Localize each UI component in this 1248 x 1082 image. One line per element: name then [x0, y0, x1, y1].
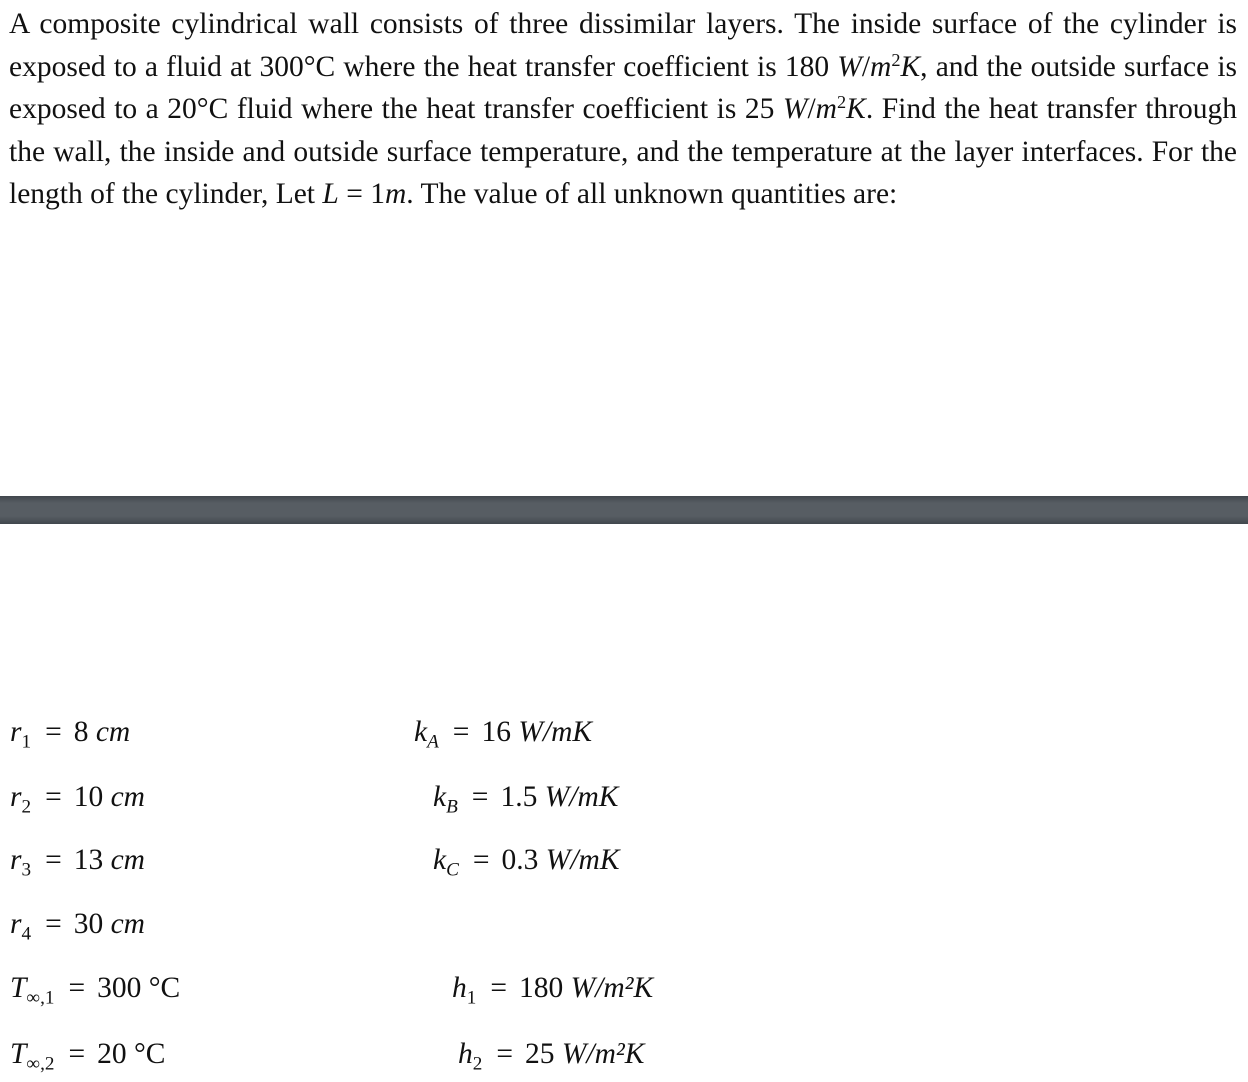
equals-sign: =	[471, 781, 489, 813]
math-var: m	[870, 50, 892, 83]
subscript: A	[427, 731, 439, 753]
unit: W/mK	[544, 781, 619, 813]
equals-sign: =	[68, 1038, 86, 1070]
symbol: T	[10, 1038, 27, 1070]
subscript: ∞,1	[26, 987, 55, 1009]
subscript: 1	[21, 731, 32, 753]
text-run: = 1	[338, 178, 385, 210]
value: 300	[97, 972, 142, 1004]
given-r2	[10, 777, 145, 817]
value: 20	[97, 1038, 127, 1070]
symbol: k	[433, 844, 447, 876]
symbol: T	[10, 972, 27, 1004]
given-r4	[10, 904, 145, 944]
subscript: 2	[21, 796, 32, 818]
unit: W/mK	[545, 844, 620, 876]
value: 1.5	[500, 781, 538, 813]
text-run: /	[861, 50, 871, 83]
math-var: L	[322, 178, 339, 210]
value: 8	[73, 716, 89, 748]
text-run: . Find the heat transfer through the wall, the inside and outside surface temperature, and the temperature at the layer interfaces. For the length of the cylinder, Let	[9, 93, 1237, 210]
given-h1	[452, 968, 653, 1008]
unit: W/mK	[518, 716, 593, 748]
equals-sign: =	[45, 716, 62, 748]
unit: cm	[110, 781, 145, 813]
subscript: 4	[21, 923, 32, 945]
subscript: 1	[466, 987, 477, 1009]
given-kb	[433, 777, 618, 817]
math-var: K	[900, 50, 921, 83]
value: 25	[524, 1038, 555, 1070]
subscript: 3	[21, 859, 32, 881]
subscript: ∞,2	[26, 1053, 55, 1075]
math-var: K	[846, 93, 866, 125]
given-r1	[10, 712, 130, 752]
symbol: r	[10, 716, 22, 748]
equals-sign: =	[452, 716, 470, 748]
given-ka	[414, 712, 592, 752]
text-run: /	[807, 93, 816, 125]
value: 13	[73, 844, 104, 876]
value: 10	[73, 781, 104, 813]
unit: °C	[133, 1038, 166, 1070]
subscript: C	[446, 859, 459, 881]
unit: cm	[95, 716, 131, 748]
unit: cm	[110, 908, 145, 940]
equals-sign: =	[472, 844, 490, 876]
superscript: 2	[891, 49, 901, 70]
text-run: A composite cylindrical wall consists of three dissimilar layers. The inside surface of the cylinder is exposed to a fluid at 300°C where the heat transfer coefficient is 180	[9, 8, 1237, 83]
given-r3	[10, 840, 145, 880]
unit: W/m²K	[561, 1038, 645, 1070]
equals-sign: =	[45, 908, 62, 940]
symbol: h	[452, 972, 467, 1004]
equals-sign: =	[490, 972, 507, 1004]
value: 180	[518, 972, 564, 1004]
symbol: r	[10, 908, 22, 940]
unit: cm	[110, 844, 145, 876]
subscript: 2	[472, 1053, 483, 1075]
text-run: , and the outside surface is exposed to a 20°C fluid where the heat transfer coefficient is 25	[9, 50, 1237, 125]
math-var: W	[837, 50, 862, 83]
math-var: m	[384, 178, 407, 210]
symbol: r	[10, 781, 22, 813]
given-h2	[458, 1034, 644, 1074]
subscript: B	[446, 796, 458, 818]
given-t-inf-2	[10, 1034, 165, 1074]
equals-sign: =	[68, 972, 86, 1004]
symbol: r	[10, 844, 22, 876]
value: 30	[73, 908, 104, 940]
section-divider	[0, 496, 1248, 524]
symbol: k	[414, 716, 428, 748]
symbol: h	[458, 1038, 473, 1070]
value: 0.3	[501, 844, 539, 876]
equals-sign: =	[496, 1038, 513, 1070]
problem-statement	[9, 3, 1237, 216]
value: 16	[481, 716, 511, 748]
given-kc	[433, 840, 620, 880]
text-run: . The value of all unknown quantities are:	[406, 178, 898, 210]
given-t-inf-1	[10, 968, 180, 1008]
equals-sign: =	[45, 844, 62, 876]
unit: W/m²K	[570, 972, 654, 1004]
equals-sign: =	[45, 781, 62, 813]
math-var: W	[782, 93, 808, 125]
unit: °C	[148, 972, 181, 1004]
math-var: m	[815, 93, 837, 125]
symbol: k	[433, 781, 447, 813]
superscript: 2	[836, 91, 847, 112]
